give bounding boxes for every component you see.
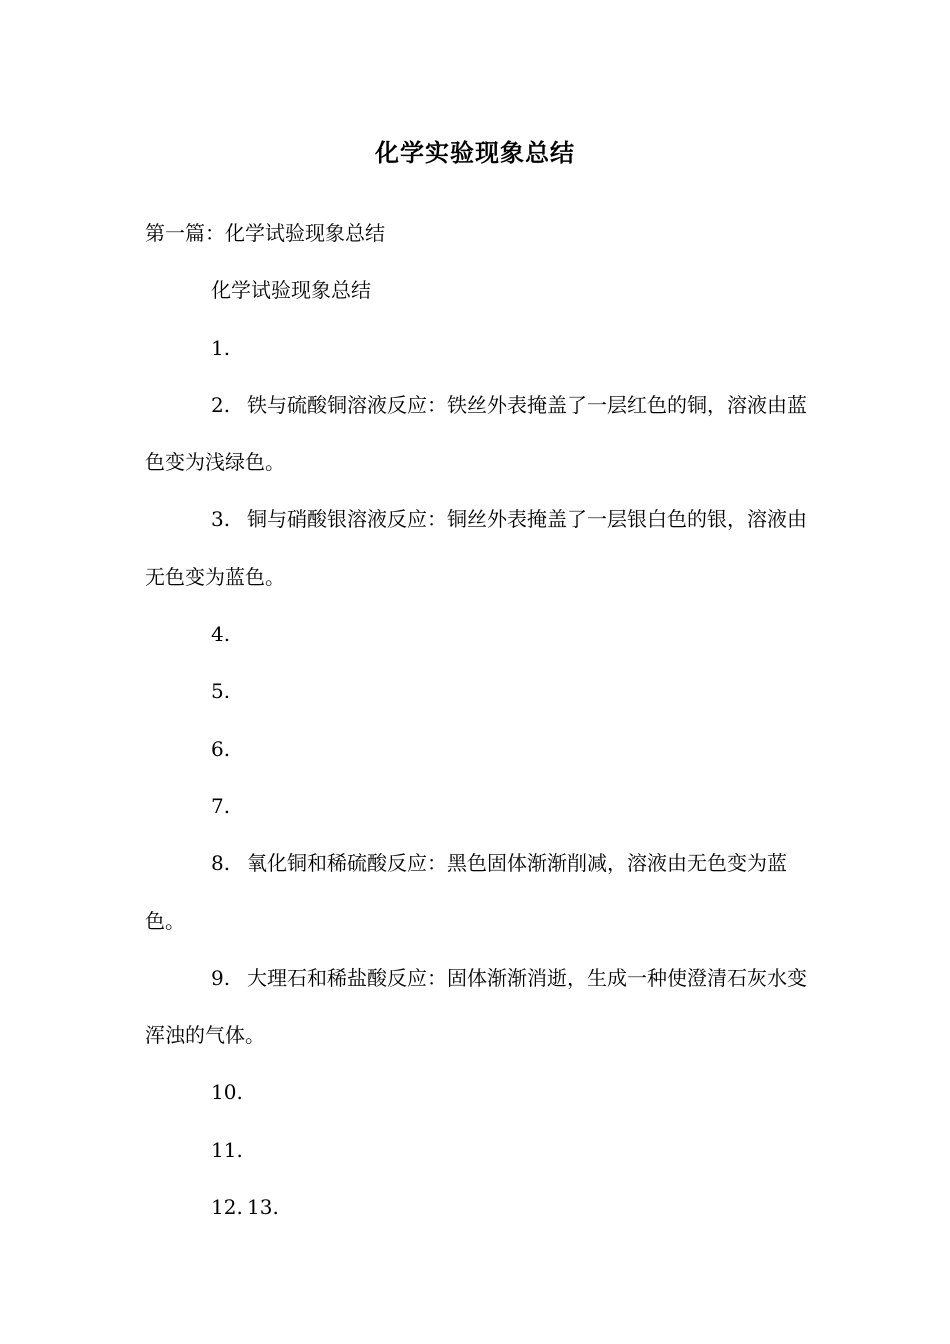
list-item <box>145 721 810 778</box>
item-text: 大理石和稀盐酸反应：固体渐渐消逝，生成一种使澄清石灰水变浑浊的气体。 <box>145 965 807 1048</box>
item-number: 4. <box>211 622 231 647</box>
list-item <box>145 663 810 720</box>
list-item <box>145 835 810 950</box>
item-number: 3. <box>211 507 231 532</box>
list-item <box>145 1122 810 1179</box>
item-text: 铁与硫酸铜溶液反应：铁丝外表掩盖了一层红色的铜，溶液由蓝色变为浅绿色。 <box>145 392 807 475</box>
item-number: 12. <box>211 1195 243 1220</box>
document-body <box>145 205 810 1236</box>
item-text: 铜与硝酸银溶液反应：铜丝外表掩盖了一层银白色的银，溶液由无色变为蓝色。 <box>145 507 807 589</box>
list-item <box>145 320 810 377</box>
item-number: 7. <box>211 793 231 818</box>
item-text: 13. <box>247 1195 279 1220</box>
list-item <box>145 1064 810 1121</box>
item-number: 8. <box>211 851 231 876</box>
item-number: 11. <box>211 1137 243 1162</box>
item-text: 氧化铜和稀硫酸反应：黑色固体渐渐削减，溶液由无色变为蓝色。 <box>145 851 787 933</box>
item-number: 1. <box>211 335 231 360</box>
list-item <box>145 778 810 835</box>
item-number: 10. <box>211 1080 243 1105</box>
list-item <box>145 950 810 1065</box>
subheading: 化学试验现象总结 <box>211 278 371 303</box>
list-item <box>145 491 810 606</box>
section-heading: 第一篇：化学试验现象总结 <box>145 221 385 245</box>
item-number: 6. <box>211 736 231 761</box>
item-number: 5. <box>211 679 231 704</box>
list-item <box>145 606 810 663</box>
list-item <box>145 377 810 492</box>
item-number: 2. <box>211 392 231 417</box>
document-title: 化学实验现象总结 <box>375 138 575 167</box>
item-number: 9. <box>211 965 231 990</box>
list-item <box>145 1179 810 1236</box>
